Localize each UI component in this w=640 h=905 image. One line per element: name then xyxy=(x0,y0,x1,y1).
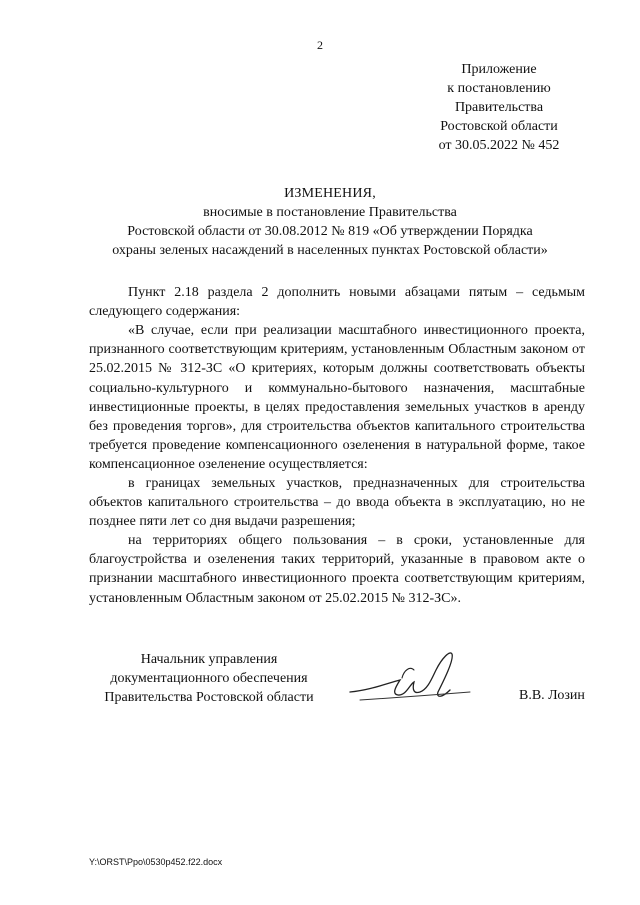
document-title xyxy=(80,184,580,260)
body-paragraph-2 xyxy=(89,321,585,475)
page-number: 2 xyxy=(317,38,323,52)
appendix-line: к постановлению xyxy=(447,81,551,96)
paragraph-text: на территориях общего пользования – в сроки, установленные для благоустройства и озеленения таких территорий, указанные в правовом акте о признании масштабного инвестиционного проекта соответствующим критериям, установленным Областным законом от 25.02.2015 № 312-ЗС». xyxy=(89,533,585,606)
signatory-position xyxy=(89,650,329,707)
handwritten-signature xyxy=(340,640,490,710)
paragraph-text: Пункт 2.18 раздела 2 дополнить новыми абзацами пятым – седьмым следующего содержания: xyxy=(89,285,585,320)
signatory-name: В.В. Лозин xyxy=(519,688,585,703)
appendix-line: Приложение xyxy=(461,62,537,77)
title-line: охраны зеленых насаждений в населенных пунктах Ростовской области» xyxy=(112,243,548,258)
appendix-line: Правительства xyxy=(454,100,544,115)
title-line: Ростовской области от 30.08.2012 № 819 «Об утверждении Порядка xyxy=(127,224,533,239)
position-line: Правительства Ростовской области xyxy=(104,690,314,705)
title-line: вносимые в постановление Правительства xyxy=(203,205,457,220)
paragraph-text: «В случае, если при реализации масштабного инвестиционного проекта, признанного соответствующим критериям, установленным Областным законом от 25.02.2015 № 312-ЗС «О критериях, которым должны соответствовать объекты социально-культурного и коммунально-бытового назначения, масштабные инвестиционные проекты, в целях предоставления земельных участков в аренду без проведения торгов», для строительства объектов капитального строительства требуется проведение компенсационного озеленения в натуральной форме, такое компенсационное озеленение осуществляется: xyxy=(89,323,585,473)
position-line: Начальник управления xyxy=(140,652,278,667)
body-paragraph-3 xyxy=(89,474,585,532)
body-paragraph-1 xyxy=(89,283,585,321)
appendix-line: от 30.05.2022 № 452 xyxy=(438,138,560,153)
position-line: документационного обеспечения xyxy=(110,671,308,686)
file-path-footer: Y:\ORST\Ppo\0530p452.f22.docx xyxy=(89,857,223,867)
body-paragraph-4 xyxy=(89,531,585,608)
appendix-line: Ростовской области xyxy=(440,119,558,134)
appendix-block xyxy=(414,60,584,155)
paragraph-text: в границах земельных участков, предназначенных для строительства объектов капитального строительства – до ввода объекта в эксплуатацию, но не позднее пяти лет со дня выдачи разрешения; xyxy=(89,476,585,530)
title-heading: ИЗМЕНЕНИЯ, xyxy=(284,186,376,201)
